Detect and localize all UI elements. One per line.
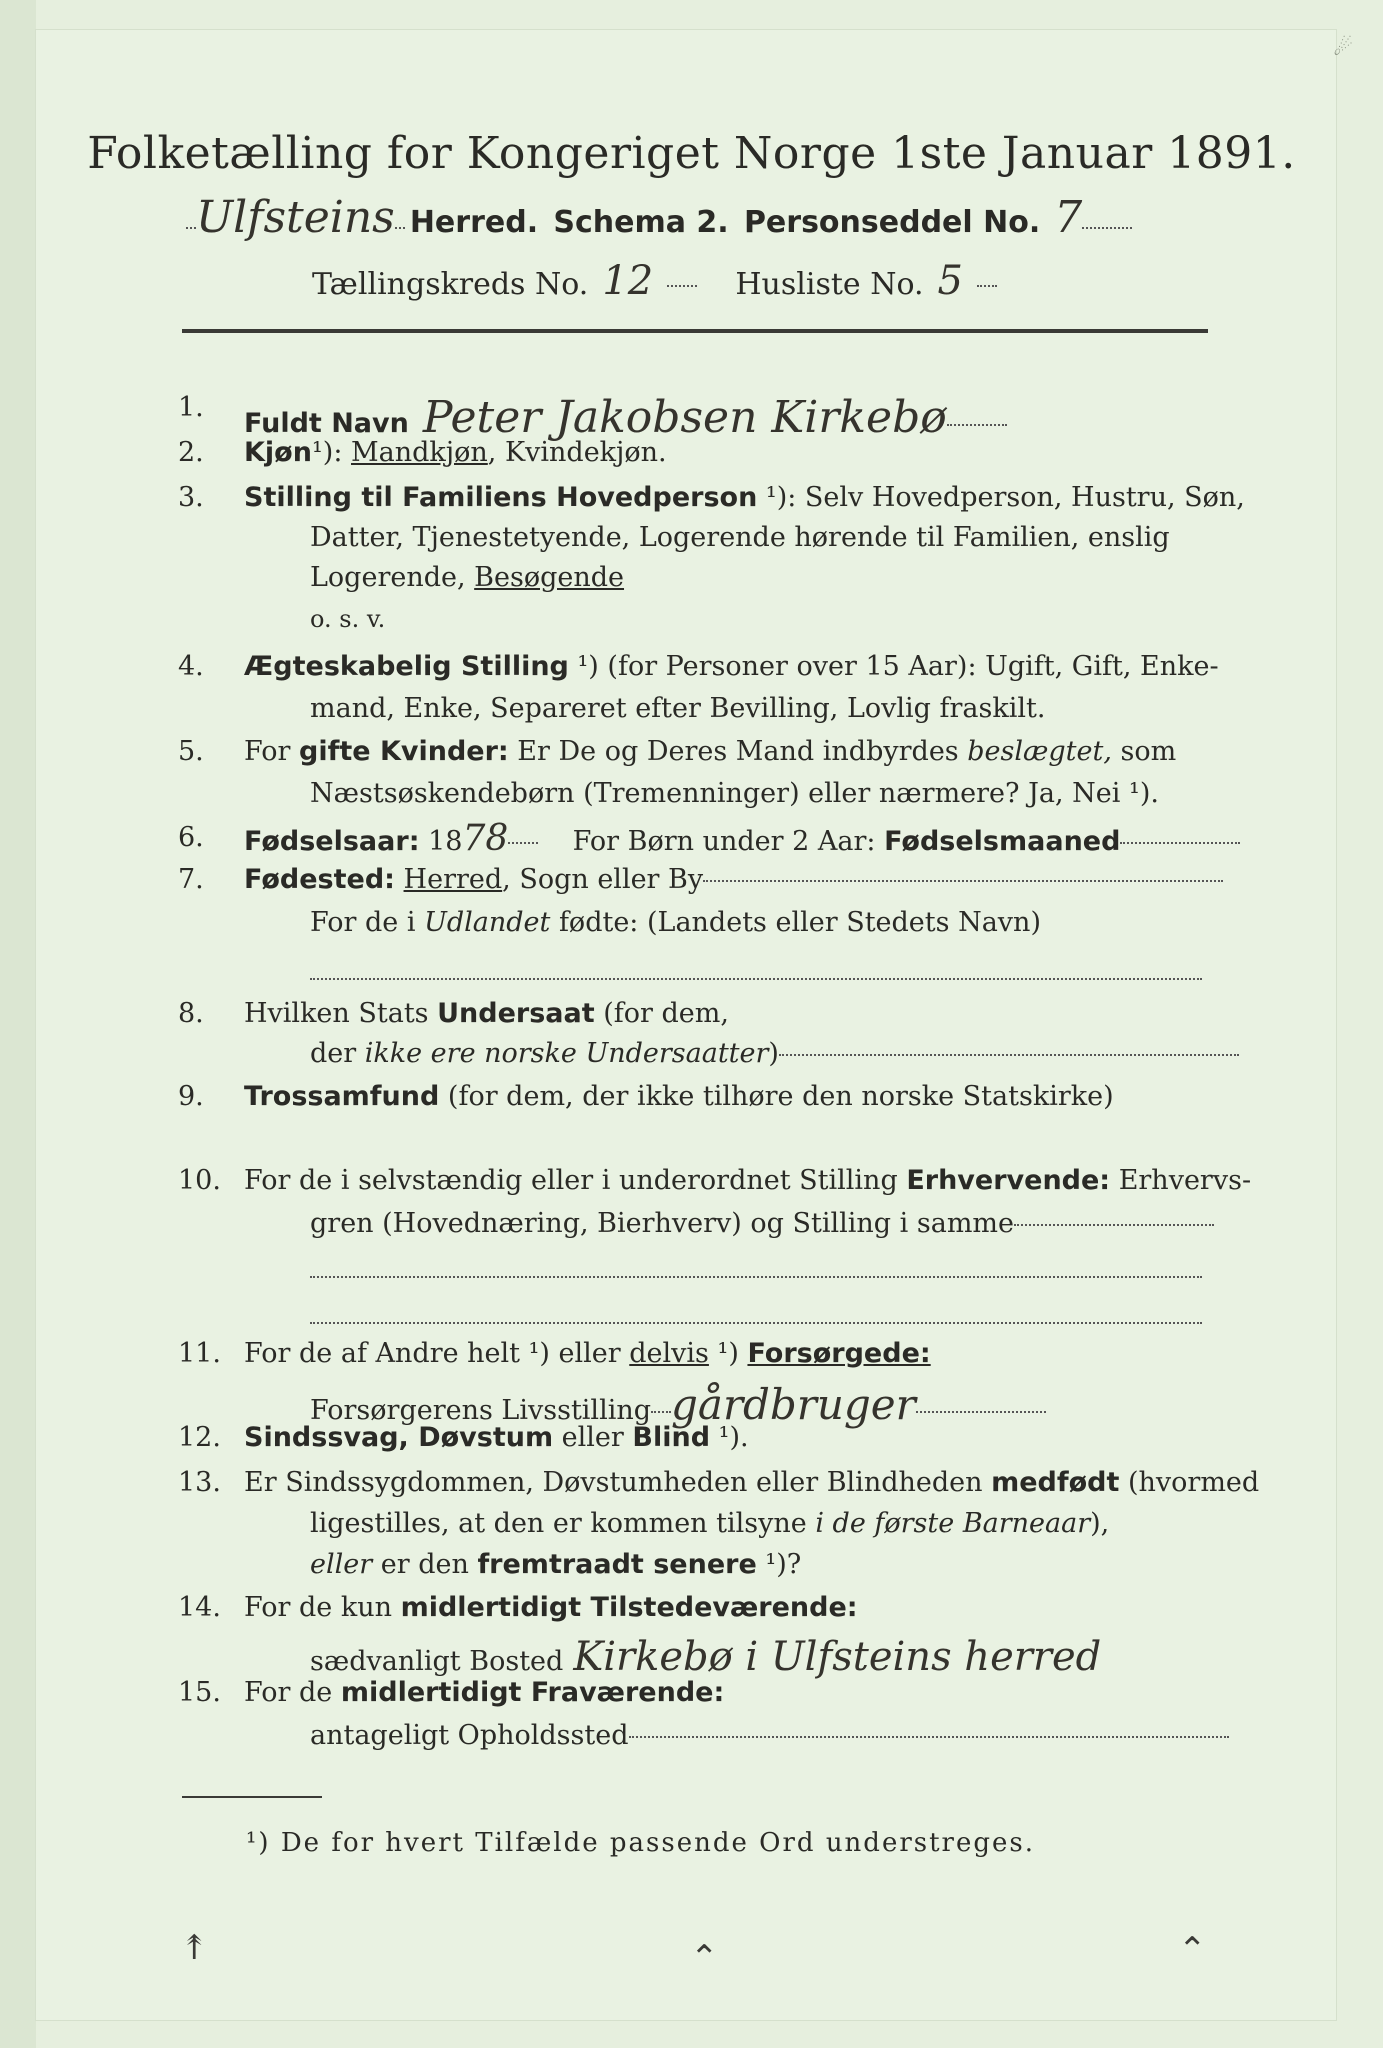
abroad-prefix: For de i xyxy=(310,907,425,938)
disability-label: Sindssvag, Døvstum xyxy=(244,1422,554,1453)
provider-occupation-value: gårdbruger xyxy=(671,1380,916,1429)
religion-label: Trossamfund xyxy=(244,1081,440,1112)
scan-edge xyxy=(0,0,36,2048)
birth-year-label: Fødselsaar: xyxy=(244,826,420,857)
later-prompt: er den xyxy=(372,1549,478,1580)
family-position-options-b: Datter, Tjenestetyende, Logerende hørende til Familien, enslig xyxy=(310,522,1170,553)
married-women-question: Er De og Deres Mand indbyrdes xyxy=(508,736,968,767)
full-name-value: Peter Jakobsen Kirkebø xyxy=(422,392,947,443)
personseddel-value: 7 xyxy=(1054,192,1083,243)
temporary-present-prompt: For de kun xyxy=(244,1592,401,1623)
item-number-2: 2. xyxy=(178,437,204,468)
item-1 xyxy=(244,392,1007,443)
item-number-9: 9. xyxy=(178,1081,204,1112)
occupation-label: Erhvervende: xyxy=(906,1165,1111,1196)
family-position-options-a: ): Selv Hovedperson, Hustru, Søn, xyxy=(776,482,1245,513)
marital-status-options-a: ) (for Personer over 15 Aar): Ugift, Gift, Enke- xyxy=(588,651,1219,682)
sex-footnote-ref: ¹ xyxy=(311,437,323,468)
personseddel-label: Personseddel No. xyxy=(743,205,1041,240)
footnote: ¹) De for hvert Tilfælde passende Ord understreges. xyxy=(246,1828,1036,1858)
married-women-options: Næstsøskendebørn (Tremenninger) eller nærmere? Ja, Nei ¹). xyxy=(310,778,1159,809)
abroad-label: Udlandet xyxy=(424,907,551,938)
item-number-5: 5. xyxy=(178,736,204,767)
supported-label: Forsørgede: xyxy=(747,1338,931,1369)
item-number-12: 12. xyxy=(178,1422,221,1453)
item-13-line-b xyxy=(310,1508,1109,1539)
footnote-rule xyxy=(182,1796,322,1798)
corner-ornament-left: ↟ xyxy=(180,1928,209,1968)
birth-year-prefix: 18 xyxy=(419,826,463,857)
item-3-line-c xyxy=(310,562,624,593)
married-women-som: som xyxy=(1111,736,1177,767)
sex-option-female: , Kvindekjøn. xyxy=(487,437,667,468)
nationality-close: ) xyxy=(768,1038,779,1069)
item-12 xyxy=(244,1422,749,1453)
family-position-etc: o. s. v. xyxy=(310,605,386,633)
item-number-8: 8. xyxy=(178,998,204,1029)
item-15-line-a xyxy=(244,1677,724,1708)
provider-occupation-label: Forsørgerens Livsstilling xyxy=(310,1395,652,1426)
item-7-blank-line xyxy=(310,968,1202,987)
birthplace-options: , Sogn eller By xyxy=(502,864,704,895)
disability-blind: Blind xyxy=(632,1422,711,1453)
usual-residence-label: sædvanligt Bosted xyxy=(310,1646,564,1677)
birthplace-herred: Herred xyxy=(403,864,503,895)
item-10-line-a xyxy=(244,1165,1251,1196)
kreds-label: Tællingskreds No. xyxy=(312,267,589,302)
supported-ref: ¹) xyxy=(708,1338,748,1369)
kreds-value: 12 xyxy=(602,258,654,304)
congenital-equal: ligestilles, at den er kommen tilsyne xyxy=(310,1508,816,1539)
full-name-label: Fuldt Navn xyxy=(244,408,409,439)
item-14-line-b xyxy=(310,1634,1101,1680)
item-8-line-b xyxy=(310,1038,1239,1069)
husliste-label: Husliste No. xyxy=(735,267,924,302)
sex-label: Kjøn xyxy=(244,437,312,468)
supported-partly: delvis xyxy=(629,1338,709,1369)
later-ref: ¹)? xyxy=(756,1549,802,1580)
usual-residence-value: Kirkebø i Ulfsteins herred xyxy=(573,1634,1102,1680)
item-5-line-a xyxy=(244,736,1176,767)
married-women-related: beslægtet, xyxy=(967,736,1112,767)
later-eller: eller xyxy=(310,1549,373,1580)
married-women-label: gifte Kvinder: xyxy=(299,736,509,767)
item-13-line-c xyxy=(310,1549,801,1580)
birth-month-prompt: For Børn under 2 Aar: xyxy=(572,826,885,857)
married-women-prefix: For xyxy=(244,736,300,767)
sex-colon: ): xyxy=(322,437,351,468)
item-7-line-a xyxy=(244,864,1223,895)
abroad-question: fødte: (Landets eller Stedets Navn) xyxy=(550,907,1041,938)
header-rule xyxy=(182,329,1208,333)
item-13-line-a xyxy=(244,1467,1259,1498)
item-number-6: 6. xyxy=(178,822,204,853)
schema-label: Schema 2. xyxy=(553,205,729,240)
item-4-line-a: Ægteskabelig Stilling ¹) (for Personer over 15 Aar): Ugift, Gift, Enke- xyxy=(244,651,1219,682)
congenital-label: medfødt xyxy=(991,1467,1120,1498)
nationality-der: der xyxy=(310,1038,365,1069)
nationality-prefix: Hvilken Stats xyxy=(244,998,438,1029)
birth-month-label: Fødselsmaaned xyxy=(884,826,1121,857)
disability-ref: ¹). xyxy=(710,1422,749,1453)
occupation-prompt: For de i selvstændig eller i underordnet Stilling xyxy=(244,1165,907,1196)
item-7-line-b xyxy=(310,907,1041,938)
item-14-line-a xyxy=(244,1592,858,1623)
nationality-non-norwegian: ikke ere norske Undersaatter xyxy=(364,1038,769,1069)
item-10-line-b xyxy=(310,1208,1214,1239)
nationality-label: Undersaat xyxy=(437,998,595,1029)
item-11-line-a xyxy=(244,1338,931,1369)
herred-value: Ulfsteins xyxy=(196,192,395,243)
disability-or: eller xyxy=(553,1422,633,1453)
birth-year-value: 78 xyxy=(462,818,509,859)
congenital-close: ), xyxy=(1090,1508,1110,1539)
probable-residence-label: antageligt Opholdssted xyxy=(310,1720,629,1751)
item-number-11: 11. xyxy=(178,1338,221,1369)
corner-mark: ☄ xyxy=(1333,36,1353,61)
item-number-14: 14. xyxy=(178,1592,221,1623)
husliste-value: 5 xyxy=(937,258,963,304)
item-6 xyxy=(244,818,1240,859)
supported-prompt: For de af Andre helt ¹) eller xyxy=(244,1338,630,1369)
item-number-7: 7. xyxy=(178,864,204,895)
family-position-options-c: Logerende, xyxy=(310,562,475,593)
family-position-label: Stilling til Familiens Hovedperson xyxy=(244,482,758,513)
congenital-childhood: i de første Barneaar xyxy=(815,1508,1091,1539)
family-position-visitor: Besøgende xyxy=(474,562,625,593)
corner-ornament-right: ⌃ xyxy=(1178,1930,1207,1970)
birthplace-label: Fødested: xyxy=(244,864,395,895)
temporary-absent-prompt: For de xyxy=(244,1677,341,1708)
occupation-erhvervs: Erhvervs- xyxy=(1110,1165,1252,1196)
item-9 xyxy=(244,1081,1114,1112)
later-label: fremtraadt senere xyxy=(477,1549,757,1580)
item-10-blank-line-2 xyxy=(310,1312,1202,1331)
item-8-line-a xyxy=(244,998,729,1029)
item-15-line-b xyxy=(310,1720,1229,1751)
herred-line xyxy=(186,192,1132,243)
item-number-15: 15. xyxy=(178,1677,221,1708)
item-number-1: 1. xyxy=(178,392,204,423)
herred-label: Herred. xyxy=(409,205,539,240)
nationality-paren: (for dem, xyxy=(594,998,729,1029)
item-number-13: 13. xyxy=(178,1467,221,1498)
sex-option-male: Mandkjøn xyxy=(351,437,488,468)
occupation-branch: gren (Hovednæring, Bierhverv) og Stilling i samme xyxy=(310,1208,1015,1239)
item-number-3: 3. xyxy=(178,482,204,513)
item-number-10: 10. xyxy=(178,1165,221,1196)
temporary-present-label: midlertidigt Tilstedeværende: xyxy=(400,1592,858,1623)
form-title: Folketælling for Kongeriget Norge 1ste Januar 1891. xyxy=(87,128,1296,179)
temporary-absent-label: midlertidigt Fraværende: xyxy=(340,1677,725,1708)
congenital-paren: (hvormed xyxy=(1119,1467,1260,1498)
item-number-4: 4. xyxy=(178,651,204,682)
congenital-prompt: Er Sindssygdommen, Døvstumheden eller Blindheden xyxy=(244,1467,992,1498)
marital-status-label: Ægteskabelig Stilling xyxy=(244,651,569,682)
item-3-line-a: Stilling til Familiens Hovedperson ¹): Selv Hovedperson, Hustru, Søn, xyxy=(244,482,1245,513)
kreds-line xyxy=(312,258,997,304)
item-10-blank-line-1 xyxy=(310,1266,1202,1285)
center-ornament: ⌃ xyxy=(690,1938,719,1978)
religion-question: (for dem, der ikke tilhøre den norske Statskirke) xyxy=(439,1081,1114,1112)
marital-status-options-b: mand, Enke, Separeret efter Bevilling, Lovlig fraskilt. xyxy=(310,693,1046,724)
item-2 xyxy=(244,437,667,468)
